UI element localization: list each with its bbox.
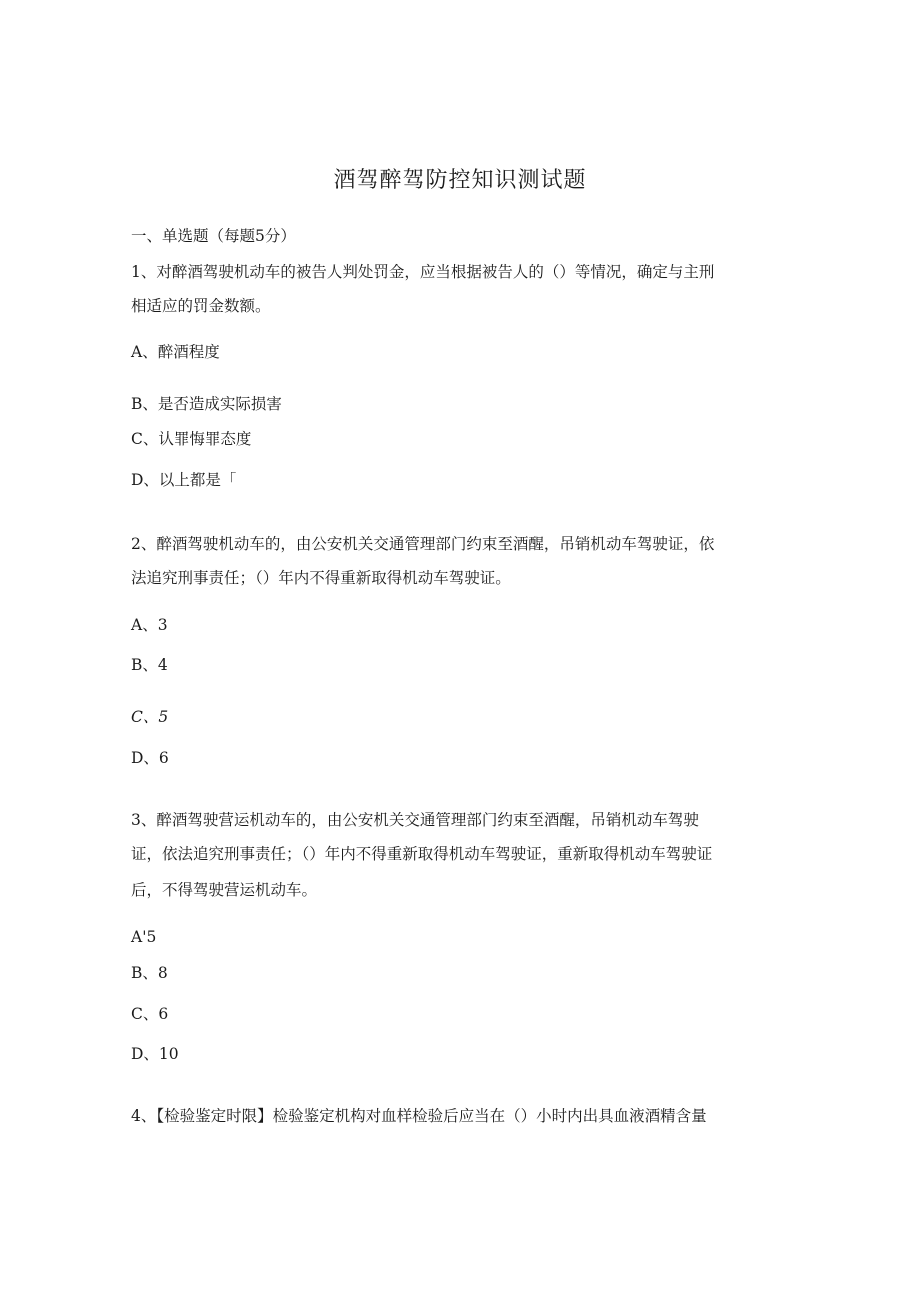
question-2-line-2: 法追究刑事责任；（）年内不得重新取得机动车驾驶证。 xyxy=(131,569,511,587)
section-heading: 一、单选题（每题5分） xyxy=(131,227,296,245)
question-2-option-d: D、6 xyxy=(131,749,169,767)
question-2-option-a: A、3 xyxy=(131,616,168,634)
question-3-option-c: C、6 xyxy=(131,1005,169,1023)
question-3-line-2: 证，依法追究刑事责任；（）年内不得重新取得机动车驾驶证，重新取得机动车驾驶证 xyxy=(131,845,713,863)
question-2-option-b: B、4 xyxy=(131,656,168,674)
question-1-option-b: B、是否造成实际损害 xyxy=(131,395,282,413)
question-3-option-b: B、8 xyxy=(131,964,168,982)
question-4-line-1: 4、【检验鉴定时限】检验鉴定机构对血样检验后应当在（）小时内出具血液酒精含量 xyxy=(131,1107,707,1125)
question-1-option-a: A、醉酒程度 xyxy=(131,343,220,361)
question-3-option-a: A'5 xyxy=(131,928,157,946)
question-2-option-c: C、5 xyxy=(131,708,169,726)
question-2-line-1: 2、醉酒驾驶机动车的，由公安机关交通管理部门约束至酒醒，吊销机动车驾驶证，依 xyxy=(131,535,715,553)
question-3-line-1: 3、醉酒驾驶营运机动车的，由公安机关交通管理部门约束至酒醒，吊销机动车驾驶 xyxy=(131,811,699,829)
question-3-line-3: 后，不得驾驶营运机动车。 xyxy=(131,881,318,899)
question-3-option-d: D、10 xyxy=(131,1045,179,1063)
question-1-line-1: 1、对醉酒驾驶机动车的被告人判处罚金，应当根据被告人的（）等情况，确定与主刑 xyxy=(131,263,715,281)
question-1-line-2: 相适应的罚金数额。 xyxy=(131,297,271,315)
question-1-option-d: D、以上都是「 xyxy=(131,471,237,489)
question-1-option-c: C、认罪悔罪态度 xyxy=(131,430,252,448)
document-title: 酒驾醉驾防控知识测试题 xyxy=(333,168,587,193)
